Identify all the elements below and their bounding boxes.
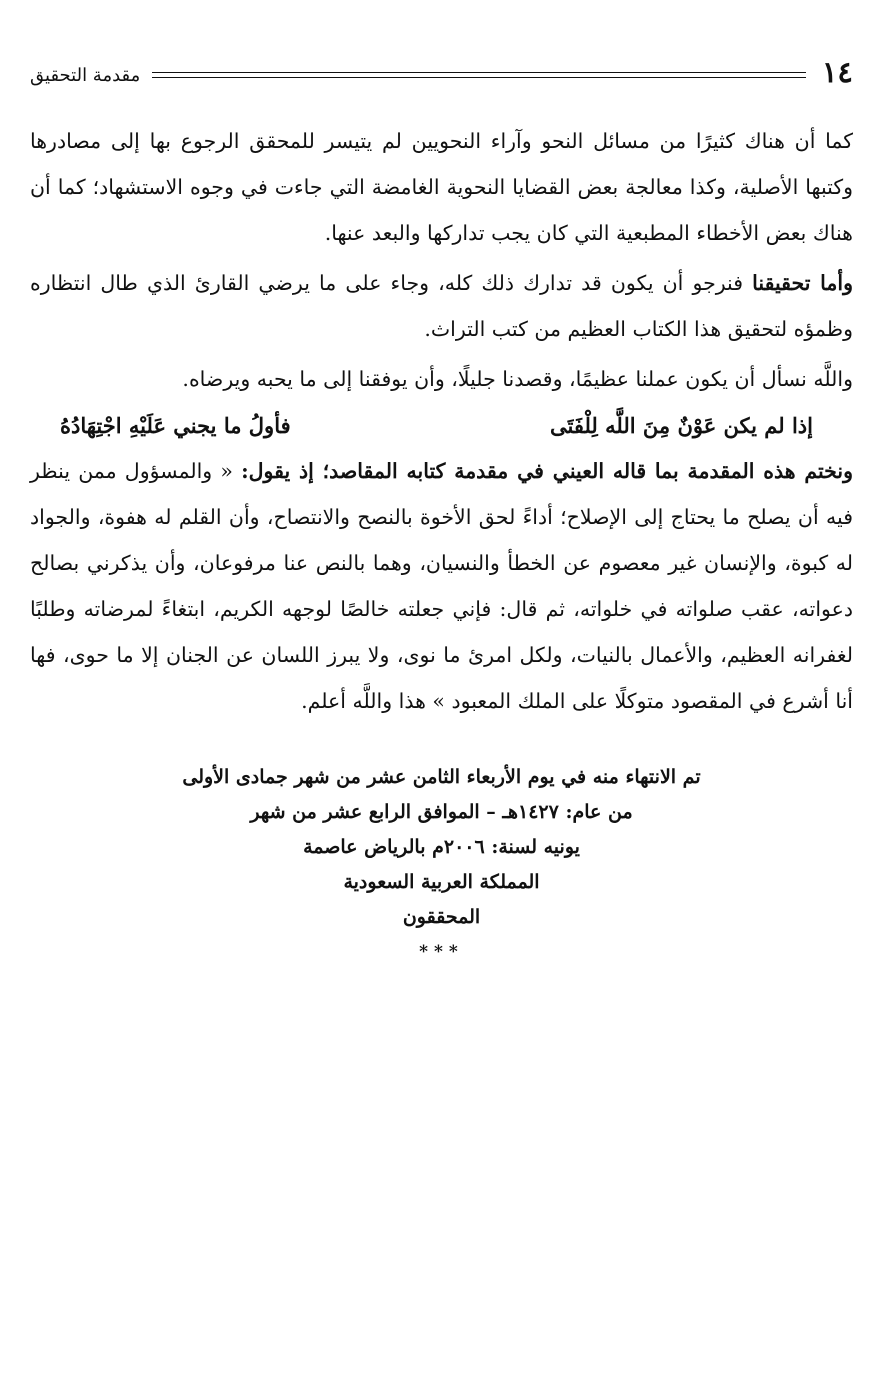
colophon (30, 760, 853, 970)
paragraph-4 (30, 448, 853, 724)
colophon-line-3: يونيه لسنة: ٢٠٠٦م بالرياض عاصمة (303, 836, 580, 858)
section-end-stars: *** (419, 942, 464, 962)
poetry-verse (30, 404, 853, 448)
paragraph-2 (30, 260, 853, 352)
verse-second-hemistich: فأولُ ما يجني عَلَيْهِ اجْتِهَادُهُ (60, 413, 291, 438)
paragraph-4-quote: « والمسؤول ممن ينظر فيه أن يصلح ما يحتاج إلى الإصلاح؛ أداءً لحق الأخوة بالنصح والانتصاح، وأن القلم له هفوة، والجواد له كبوة، والإنسان غير معصوم عن الخطأ والنسيان، وهما بالنص عنا مرفوعان، وأن يذكرني بصالح دعواته، عقب صلواته في خلواته، ثم قال: فإني جعلته خالصًا لوجهه الكريم، ابتغاءً لمرضاته وطلبًا لغفرانه العظيم، والأعمال بالنيات، ولكل امرئ ما نوى، ولا يبرز اللسان عن الجنان إلا ما حوى، فها أنا أشرع في المقصود متوكلًا على الملك المعبود » هذا واللَّه أعلم. (30, 459, 853, 713)
paragraph-1: كما أن هناك كثيرًا من مسائل النحو وآراء النحويين لم يتيسر للمحقق الرجوع بها إلى مصادرها وكتبها الأصلية، وكذا معالجة بعض القضايا النحوية الغامضة التي جاءت في وجوه الاستشهاد؛ كما أن هناك بعض الأخطاء المطبعية التي كان يجب تداركها والبعد عنها. (30, 129, 853, 245)
paragraph-2-lead: وأما تحقيقنا (752, 271, 853, 295)
paragraph-4-lead: ونختم هذه المقدمة بما قاله العيني في مقدمة كتابه المقاصد؛ إذ يقول: (241, 459, 853, 483)
page-number: ١٤ (821, 55, 853, 89)
header-double-rule (152, 72, 806, 78)
body-text (30, 118, 853, 724)
running-header (30, 52, 853, 92)
colophon-line-2: من عام: ١٤٢٧هـ – الموافق الرابع عشر من شهر (250, 801, 633, 823)
running-title: مقدمة التحقيق (30, 64, 141, 86)
verse-first-hemistich: إذا لم يكن عَوْنٌ مِنَ اللَّه لِلْفَتَى (550, 413, 813, 438)
paragraph-2-text: فنرجو أن يكون قد تدارك ذلك كله، وجاء على ما يرضي القارئ الذي طال انتظاره وظمؤه لتحقيق هذا الكتاب العظيم من كتب التراث. (30, 271, 853, 341)
paragraph-3: واللَّه نسأل أن يكون عملنا عظيمًا، وقصدنا جليلًا، وأن يوفقنا إلى ما يحبه ويرضاه. (182, 367, 853, 391)
colophon-line-4: المملكة العربية السعودية (343, 871, 540, 893)
colophon-signature: المحققون (402, 906, 481, 928)
colophon-line-1: تم الانتهاء منه في يوم الأربعاء الثامن عشر من شهر جمادى الأولى (182, 766, 701, 788)
